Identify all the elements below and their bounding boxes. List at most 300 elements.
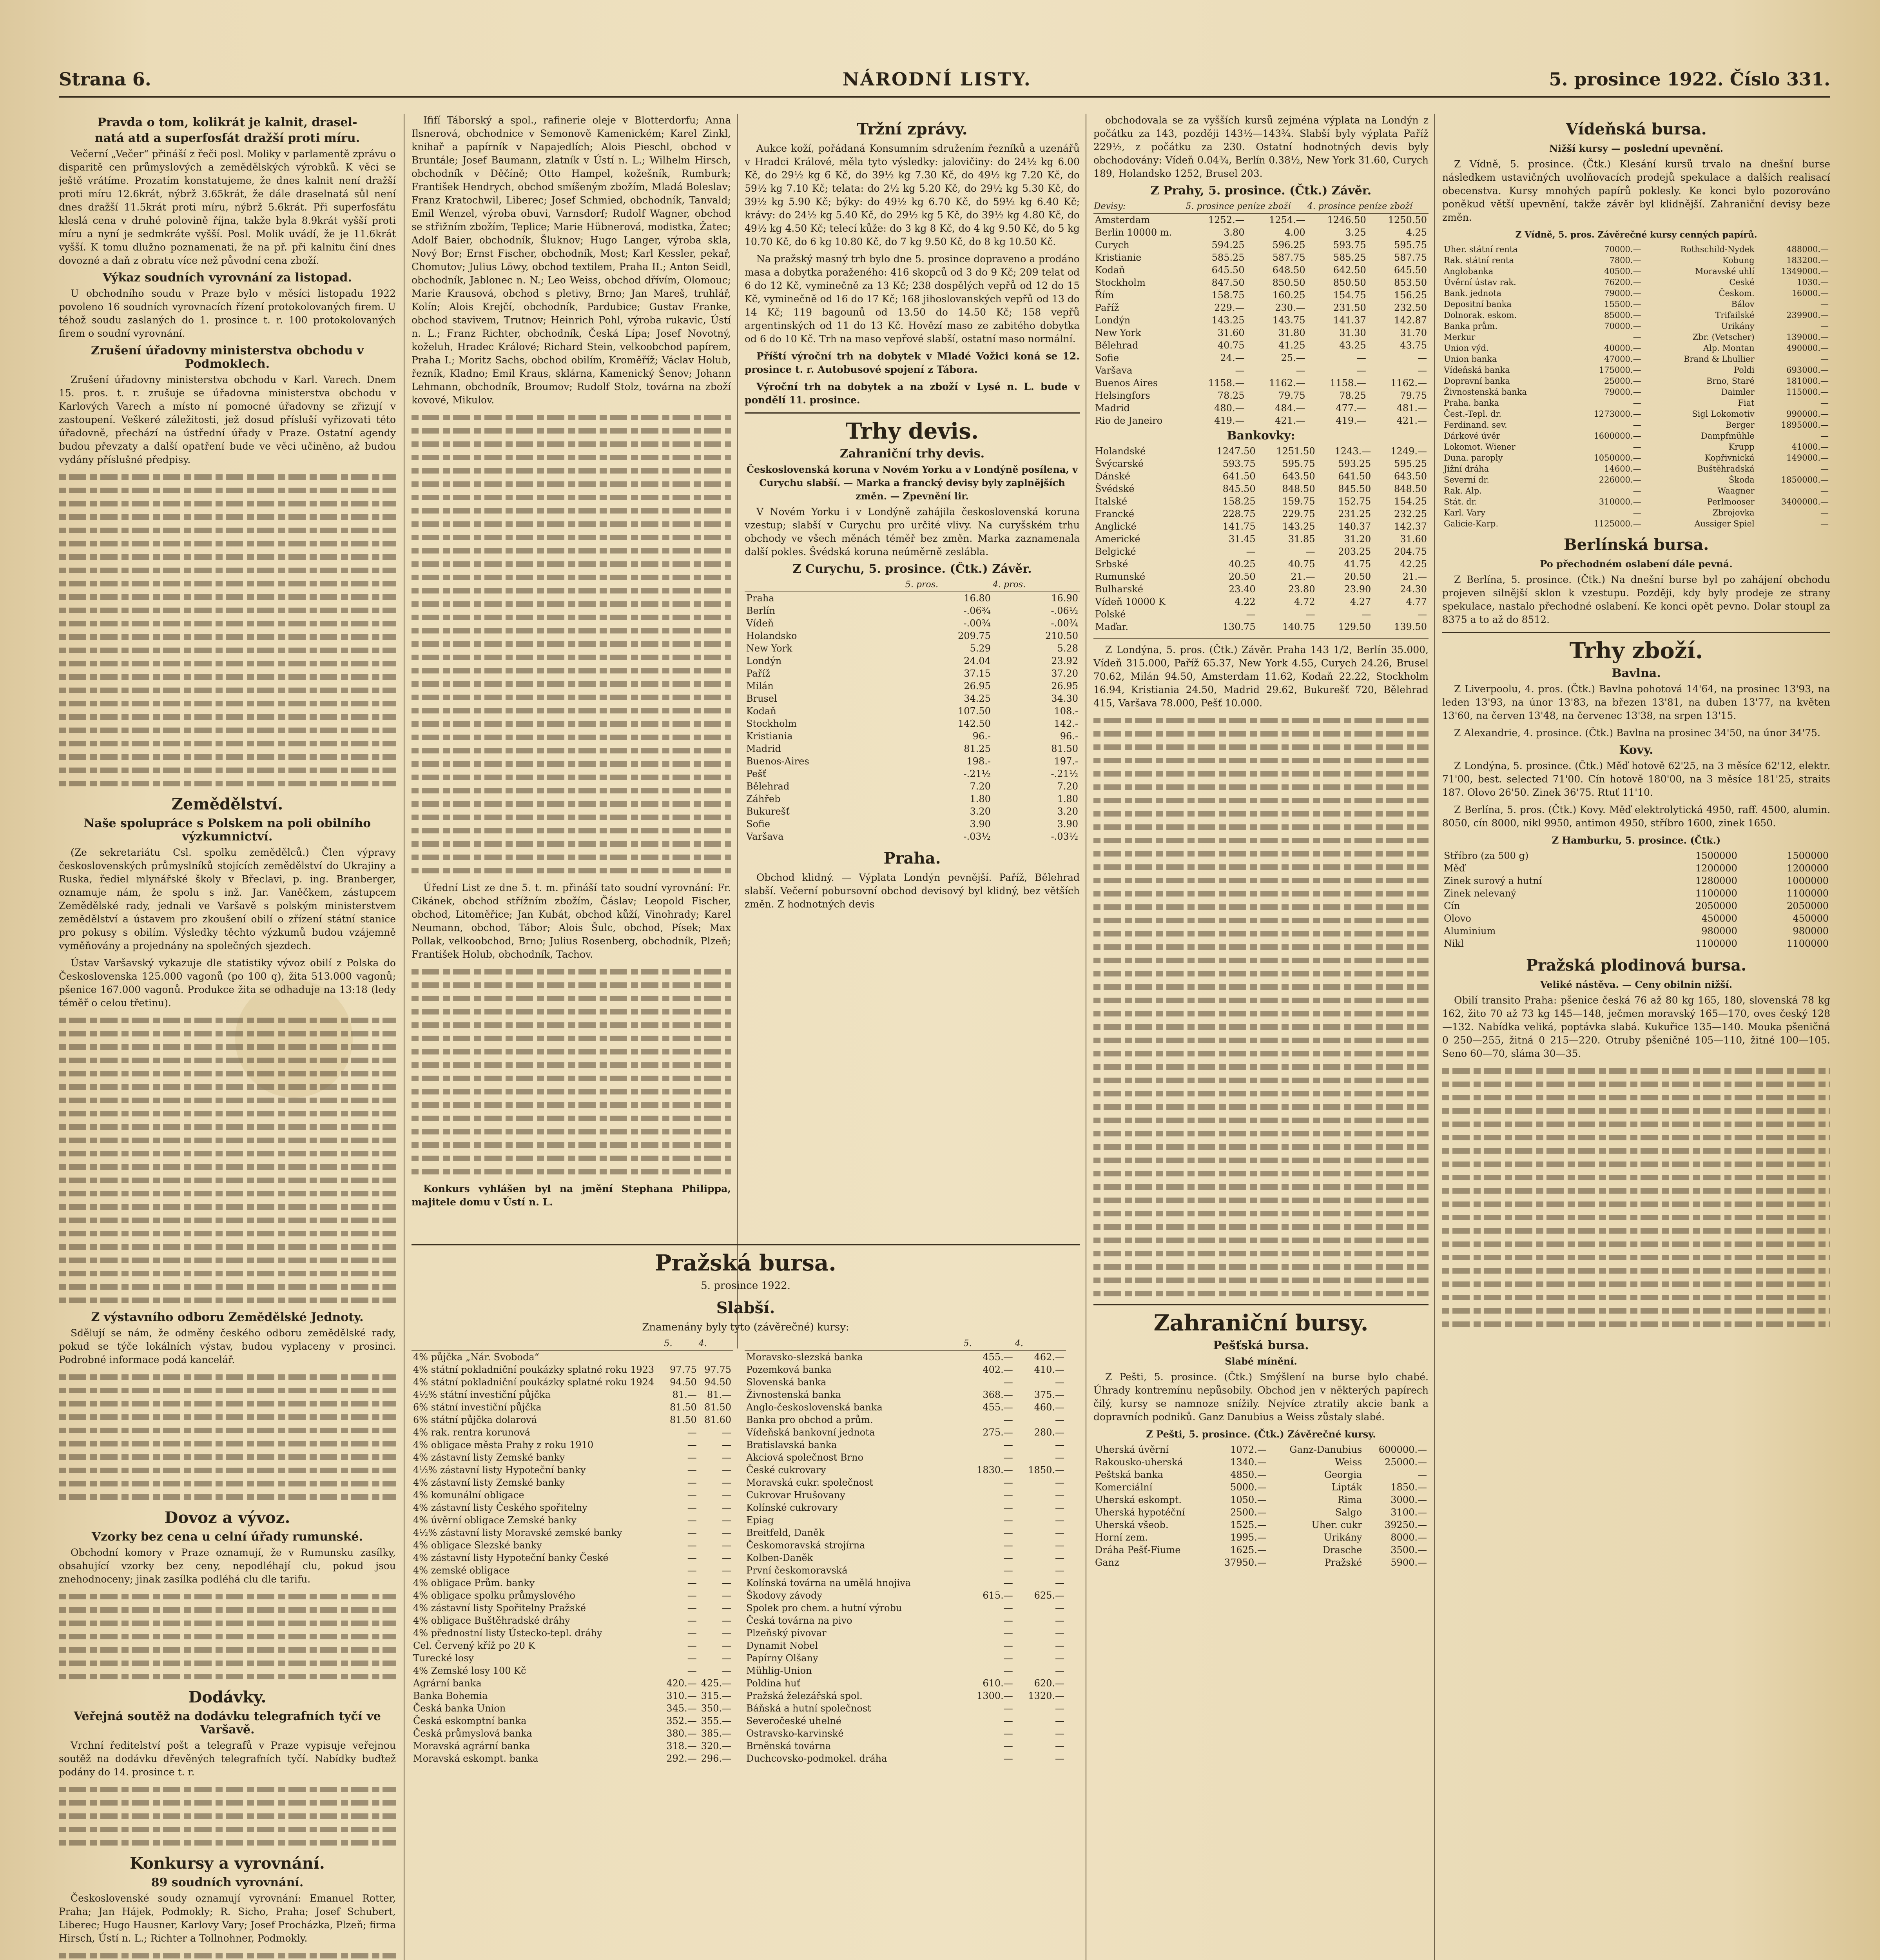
row-label: Česká banka Union	[413, 1703, 506, 1714]
row-value: 1995.—	[1230, 1532, 1267, 1543]
table-row	[1442, 277, 1830, 288]
row-value: 594.25	[1211, 240, 1245, 250]
row-label: Plzeňský pivovar	[746, 1628, 827, 1639]
row-label: Vídeň	[746, 618, 774, 629]
article-heading: Výkaz soudních vyrovnání za listopad.	[103, 271, 352, 285]
row-value: Kopřivnická	[1704, 453, 1755, 463]
table-row	[1093, 1519, 1429, 1531]
table-row	[412, 1476, 733, 1489]
row-label: Polské	[1095, 609, 1126, 620]
table-row	[745, 1552, 1066, 1564]
row-value: Urikány	[1721, 321, 1755, 331]
row-value: -.00¾	[963, 618, 991, 629]
table-row	[1093, 1531, 1429, 1544]
row-label: Spolek pro chem. a hutní výrobu	[746, 1602, 902, 1613]
row-value: 641.50	[1338, 471, 1371, 482]
table-row	[1093, 470, 1429, 483]
table-row	[745, 1401, 1066, 1414]
table-row	[1442, 937, 1830, 950]
row-value: 3.90	[1057, 818, 1078, 829]
row-value: —	[1633, 442, 1641, 452]
row-value: Zbr. (Vetscher)	[1692, 332, 1755, 342]
row-value: 79000.—	[1604, 387, 1641, 397]
row-value: 140.37	[1338, 521, 1371, 532]
row-value: —	[722, 1602, 731, 1613]
row-value: 481.—	[1396, 403, 1427, 414]
row-value: 140.75	[1282, 621, 1315, 632]
row-value: -.03½	[1051, 831, 1078, 842]
row-value: 94.50	[670, 1377, 697, 1388]
row-label: První českomoravská	[746, 1565, 848, 1576]
row-value: 4.77	[1406, 596, 1427, 607]
article-subheading: natá atd a superfosfát dražší proti míru.	[94, 131, 360, 145]
table-row	[745, 1715, 1066, 1727]
row-label: Dynamit Nobel	[746, 1640, 818, 1651]
row-label: Bank. jednota	[1444, 289, 1502, 298]
row-value: Dampfmühle	[1701, 431, 1755, 441]
table-row	[412, 1426, 733, 1439]
section-subtitle: Bavlna.	[1612, 666, 1661, 680]
row-value: 34.25	[964, 693, 991, 704]
table-title: Z Vídně, 5. pros. Závěrečné kursy cenných papírů.	[1515, 230, 1757, 240]
row-value: 70000.—	[1604, 245, 1641, 254]
row-value: —	[722, 1628, 731, 1639]
table-row	[745, 1752, 1066, 1765]
article-body: Obilí transito Praha: pšenice česká 76 až 80 kg 165, 180, slovenská 78 kg 162, žito 70 až 73 kg 145—148, ječmen moravský 165—170, oves český 128—132. Nabídka veliká, poptávka slabá. Kukuřice 135—140. Mouka pšeničná 0 250—255, žitná 0 215—220. Otruby pšeničné 105—110, žitné 100—105. Seno 60—70, sláma 30—35.	[1442, 995, 1830, 1059]
row-value: 3000.—	[1391, 1494, 1427, 1505]
row-value: 14600.—	[1604, 464, 1641, 474]
row-value: 1600000.—	[1594, 431, 1641, 441]
row-value: 239900.—	[1786, 310, 1829, 320]
row-label: 4% zástavní listy Spořitelny Pražské	[413, 1602, 586, 1613]
row-value: —	[1003, 1728, 1013, 1739]
row-label: Praha	[746, 593, 774, 604]
row-value: —	[1633, 486, 1641, 495]
column-header: 5.	[963, 1337, 1015, 1351]
row-label: Breitfeld, Daněk	[746, 1527, 825, 1538]
row-value: —	[687, 1628, 697, 1639]
row-value: Ganz-Danubius	[1289, 1444, 1362, 1455]
row-value: —	[1305, 546, 1315, 557]
row-label: Madrid	[1095, 403, 1130, 414]
table-row	[1093, 520, 1429, 533]
row-value: 1280000	[1695, 875, 1737, 886]
table-row	[1093, 239, 1429, 251]
article-body: Obchod klidný. — Výplata Londýn pevnější. Paříž, Bělehrad slabší. Večerní pobursovní obchod devisový byl klidný, bez větších změn. Z hodnotných devis	[745, 872, 1080, 910]
row-value: 81.—	[707, 1389, 731, 1400]
article-body: Na pražský masný trh bylo dne 5. prosince dopraveno a prodáno masa a dobytka poraženého: 416 skopců od 3 do 9 Kč; 209 telat od 6 do 12 Kč, vyminečně za 13 Kč; 238 dospělých vepřů od 12 do 15 Kč, vyminečně od 16 do 17 Kč; 168 jihoslovanských vepřů od 13 do 14 Kč; 119 bagounů od 13.50 do 14.50 Kč; 158 vepřů argentinských od 11 do 13 Kč. Hovězí maso ze zabitého dobytka od 6 do 10 Kč. Trh na maso vepřové slabší, ostatní maso normální.	[745, 253, 1080, 345]
section-title-foreign-bourses: Zahraniční bursy.	[1093, 1304, 1429, 1337]
row-label: Bělehrad	[746, 781, 790, 792]
row-value: 1000000	[1787, 875, 1829, 886]
table-row	[745, 1351, 1066, 1364]
row-value: 181000.—	[1786, 376, 1829, 386]
table-row	[745, 1501, 1066, 1514]
table-row	[1093, 621, 1429, 633]
section-title-vienna: Vídeňská bursa.	[1566, 120, 1707, 138]
row-value: -.03½	[963, 831, 991, 842]
row-value: —	[1003, 1577, 1013, 1588]
row-value: 1625.—	[1230, 1544, 1267, 1555]
row-value: 115000.—	[1786, 387, 1829, 397]
row-label: Stát. dr.	[1444, 497, 1477, 506]
article-body: Z Berlína, 5. pros. (Čtk.) Kovy. Měď elektrolytická 4950, raff. 4500, alumin. 8050, cín 8000, nikl 9950, antimon 4950, stříbro 1600, zinek 1650.	[1442, 804, 1830, 829]
table-row	[1442, 244, 1830, 255]
row-label: Belgické	[1095, 546, 1136, 557]
table-row	[745, 1514, 1066, 1526]
article-heading: Veřejná soutěž na dodávku telegrafních tyčí ve Varšavě.	[74, 1710, 381, 1737]
row-value: 355.—	[701, 1715, 731, 1726]
table-row	[745, 818, 1080, 830]
row-label: Buenos-Aires	[746, 756, 809, 767]
row-label: Kristiania	[746, 731, 793, 742]
row-label: 4% přednostní listy Ústecko-tepl. dráhy	[413, 1628, 602, 1639]
column-2	[412, 114, 731, 1337]
article-body: Výroční trh na dobytek a na zboží v Lysé n. L. bude v pondělí 11. prosince.	[745, 381, 1080, 406]
row-value: —	[687, 1477, 697, 1488]
row-value: 37.20	[1051, 668, 1078, 679]
row-value: 21.—	[1402, 571, 1427, 582]
article-body: Sdělují se nám, že odměny českého odboru zemědělské rady, pokud se týče lokálních výstav, budou vyplaceny v prosinci. Podrobné informace podá kancelář.	[59, 1327, 396, 1365]
row-label: Berlín	[746, 605, 776, 616]
row-value: 484.—	[1275, 403, 1305, 414]
row-label: Paříž	[746, 668, 770, 679]
row-value: —	[722, 1653, 731, 1664]
row-label: Moravská agrární banka	[413, 1740, 530, 1751]
row-label: Rumunské	[1095, 571, 1146, 582]
article-body: Ififí Táborský a spol., rafinerie oleje v Blotterdorfu; Anna Ilsnerová, obchodnice v Semonově Kamenickém; Karel Zinkl, knihař a papírník v Napajedlích; Alois Pieschl, obchod v Bruntále; Josef Baumann, zlatník v Ústí n. L.; Wilhelm Hirsch, obchodník v Děčíně; Otto Hampel, kožešník, Rumburk; František Hendrych, obchod smíšeným zbožím, Mladá Boleslav; Franz Kratochwil, Liberec; Josef Schmied, obchodník, Tanvald; Emil Wenzel, výroba obuvi, Varnsdorf; Rudolf Wagner, obchod se střižním zbožím, Teplice; Marie Hübnerová, modistka, Žatec; Adolf Baier, obchodník, Šluknov; Hugo Langer, výroba skla, Nový Bor; Ernst Fischer, obchodník, Most; Karl Kessler, pekař, Chomutov; Julius Löwy, obchod textilem, Praha II.; Anton Seidl, obchodník, Jablonec n. N.; Leo Weiss, obchod dřívím, Olomouc; Marie Krausová, obchod s pletivy, Brno; Jan Mareš, truhlář, Kolín; Alois Krejčí, obchodník, Pardubice; Gustav Franke, obchod stavivem, Trutnov; Heinrich Pohl, výroba rukavic, Ústí n. L.; Franz Richter, obchodník, Česká Lípa; Josef Novotný, koželuh, Hradec Králové; Richard Stein, velkoobchod papírem, Praha I.; Moritz Sachs, obchod obilím, Kroměříž; Václav Holub, řezník, Kladno; Emil Kraus, sklárna, Kamenický Šenov; Johann Lehmann, obchodník, Broumov; Rudolf Stolz, továrna na zboží kovové, Mikulov.	[412, 114, 731, 406]
table-row	[745, 617, 1080, 630]
row-value: 43.75	[1400, 340, 1427, 351]
row-value: Aussiger Spiel	[1694, 519, 1755, 528]
row-value: —	[1003, 1653, 1013, 1664]
table-row	[745, 1690, 1066, 1702]
row-value: 81.50	[704, 1402, 731, 1413]
table-row	[1093, 1544, 1429, 1556]
row-label: 4% obligace spolku průmyslového	[413, 1590, 575, 1601]
table-row	[412, 1702, 733, 1715]
row-value: —	[722, 1590, 731, 1601]
row-value: 410.—	[1034, 1364, 1064, 1375]
table-row	[745, 604, 1080, 617]
row-value: 641.50	[1222, 471, 1256, 482]
row-value: —	[1003, 1665, 1013, 1676]
row-label: Galicie-Karp.	[1444, 519, 1499, 528]
row-value: —	[1055, 1665, 1064, 1676]
table-row	[1442, 419, 1830, 430]
row-label: Uherská úvěrní	[1095, 1444, 1169, 1455]
row-label: Berlin 10000 m.	[1095, 227, 1172, 238]
row-value: 645.50	[1211, 265, 1245, 276]
section-title-grain: Pražská plodinová bursa.	[1526, 956, 1747, 975]
section-title-trade: Dovoz a vývoz.	[164, 1508, 290, 1527]
row-label: 4½% státní investiční půjčka	[413, 1389, 551, 1400]
row-value: 853.50	[1394, 277, 1427, 288]
row-label: Severočeské uhelné	[746, 1715, 842, 1726]
table-row	[745, 742, 1080, 755]
row-value: —	[687, 1515, 697, 1526]
row-value: 1850.—	[1028, 1465, 1064, 1475]
article-body: V Novém Yorku i v Londýně zahájila československá koruna vzestup; slabší v Curychu pro určité vlivy. Na curyšském trhu obchody ve všech měnách téměř bez změn. Marka zaznamenala další pokles. Švédská koruna neúměrně zeslábla.	[745, 506, 1080, 557]
row-value: 402.—	[983, 1364, 1013, 1375]
table-title: Z Prahy, 5. prosince. (Čtk.) Závěr.	[1150, 184, 1372, 198]
row-value: 142.87	[1394, 315, 1427, 326]
row-value: 593.25	[1338, 458, 1371, 469]
table-row	[1093, 1556, 1429, 1569]
row-value: 845.50	[1222, 483, 1256, 494]
row-label: Praha. banka	[1444, 398, 1499, 408]
table-row	[745, 717, 1080, 730]
table-row	[745, 830, 1080, 843]
article-body: Obchodní komory v Praze oznamují, že v Rumunsku zasílky, obsahující vzorky bez ceny, nepodléhají clu, pokud jsou znehodnoceny; jinak zasílka podléhá clu dle tarifu.	[59, 1547, 396, 1585]
illegible-text	[1442, 1068, 1830, 1327]
table-row	[1093, 314, 1429, 327]
row-value: 1200000	[1695, 863, 1737, 874]
table-row	[1093, 508, 1429, 520]
article-lead: Československá koruna v Novém Yorku a v Londýně posílena, v Curychu slabší. — Marka a francký devisy byly zaplnějších změn. — Zpevnění lir.	[746, 464, 1078, 502]
article-heading: Pravda o tom, kolikrát je kalnit, drasel-	[97, 116, 357, 129]
row-label: Uherská všeob.	[1095, 1519, 1169, 1530]
row-label: Srbské	[1095, 559, 1128, 570]
row-value: 24.30	[1400, 584, 1427, 595]
table-title: Bankovky:	[1227, 429, 1295, 443]
row-value: Brand & Lhullier	[1684, 354, 1755, 364]
row-value: —	[1820, 354, 1829, 364]
table-row	[745, 630, 1080, 642]
row-value: 847.50	[1211, 277, 1245, 288]
table-title: Z Hamburku, 5. prosince. (Čtk.)	[1552, 835, 1721, 846]
row-value: —	[1633, 398, 1641, 408]
row-value: 419.—	[1214, 415, 1245, 426]
table-row	[1093, 301, 1429, 314]
article-body: Z Londýna, 5. prosince. (Čtk.) Měď hotově 62'25, na 3 měsíce 62'12, elektr. 71'00, best. selected 71'00. Cín hotově 180'00, na 3 měsíce 181'25, straits 187. Olovo 26'50. Zinek 36'75. Rtuť 11'10.	[1442, 760, 1830, 798]
table-row	[1442, 518, 1830, 529]
row-value: —	[1633, 508, 1641, 517]
section-title-deliveries: Dodávky.	[188, 1688, 266, 1706]
row-label: Stockholm	[1095, 277, 1146, 288]
row-value: —	[1820, 398, 1829, 408]
table-row	[412, 1501, 733, 1514]
row-value: 1030.—	[1797, 278, 1829, 287]
row-value: —	[1003, 1540, 1013, 1551]
row-value: —	[687, 1565, 697, 1576]
row-value: 642.50	[1333, 265, 1366, 276]
row-value: 593.75	[1333, 240, 1366, 250]
column-header	[745, 1337, 963, 1351]
row-value: 5.29	[970, 643, 991, 654]
row-value: 1162.—	[1269, 377, 1305, 388]
table-row	[1093, 352, 1429, 364]
row-value: 154.75	[1333, 290, 1366, 301]
section-subtitle: Veliké nástěva. — Ceny obilnin nižší.	[1540, 979, 1733, 990]
table-row	[412, 1664, 733, 1677]
row-value: 5.28	[1057, 643, 1078, 654]
row-value: 31.85	[1288, 534, 1315, 544]
row-value: 1125000.—	[1594, 519, 1641, 528]
table-row	[745, 1539, 1066, 1552]
row-value: 4.00	[1284, 227, 1305, 238]
row-label: Uher. státní renta	[1444, 245, 1518, 254]
row-value: —	[1003, 1515, 1013, 1526]
row-value: 40.75	[1217, 340, 1245, 351]
row-value: —	[1055, 1552, 1064, 1563]
row-value: 1249.—	[1391, 446, 1427, 457]
row-value: 15500.—	[1604, 299, 1641, 309]
row-value: —	[1055, 1452, 1064, 1463]
table-row	[745, 1426, 1066, 1439]
column-header: 5. prosince peníze zboží	[1185, 200, 1307, 214]
row-label: 4% obligace Buštěhradské dráhy	[413, 1615, 570, 1626]
row-value: —	[1246, 546, 1256, 557]
row-value: 25000.—	[1604, 376, 1641, 386]
row-value: —	[1055, 1540, 1064, 1551]
row-value: —	[722, 1427, 731, 1438]
table-row	[1093, 570, 1429, 583]
row-label: Anglo-československá banka	[746, 1402, 883, 1413]
table-row	[1093, 1468, 1429, 1481]
table-row	[1442, 849, 1830, 862]
row-value: 183200.—	[1786, 256, 1829, 265]
row-value: 595.75	[1394, 240, 1427, 250]
row-value: 490000.—	[1786, 343, 1829, 353]
row-value: —	[1003, 1502, 1013, 1513]
row-value: 4.27	[1350, 596, 1371, 607]
row-value: 232.50	[1394, 302, 1427, 313]
row-value: —	[722, 1640, 731, 1651]
row-value: 460.—	[1034, 1402, 1064, 1413]
row-value: —	[687, 1465, 697, 1475]
row-label: Americké	[1095, 534, 1140, 544]
row-label: 4% obligace Slezské banky	[413, 1540, 542, 1551]
illegible-text	[59, 1787, 396, 1846]
row-label: Madrid	[746, 743, 781, 754]
column-3	[745, 114, 1080, 1337]
table-row	[1442, 387, 1830, 397]
row-value: 455.—	[983, 1402, 1013, 1413]
row-value: 845.50	[1338, 483, 1371, 494]
column-header: Devisy:	[1093, 200, 1185, 214]
row-label: Vídeň 10000 K	[1095, 596, 1166, 607]
row-value: 79000.—	[1604, 289, 1641, 298]
table-row	[1442, 507, 1830, 518]
article-body: Aukce koží, pořádaná Konsumním sdružením řezníků a uzenářů v Hradci Králové, měla tyto výsledky: jalovičiny: do 24½ kg 6.00 Kč, do 29½ kg 6 Kč, do 39½ kg 7.30 Kč, do 49½ kg 7.20 Kč, do 59½ kg 7.10 Kč; telata: do 2½ kg 5.20 Kč, do 29½ kg 5.30 Kč, do 39½ kg 5.90 Kč; býky: do 49½ kg 6.70 Kč, do 59½ kg 6.40 Kč; krávy: do 24½ kg 5.40 Kč, do 29½ kg 5 Kč, do 39½ kg 4.80 Kč, do 49½ kg 4.50 Kč; telecí kůže: do 3 kg 8 Kč, do 4 kg 9.50 Kč, do 5 kg 10.70 Kč, do 6 kg 10.80 Kč, do 7 kg 9.50 Kč, do 8 kg 10.50 Kč.	[745, 143, 1080, 247]
row-label: Moravsko-slezská banka	[746, 1352, 863, 1363]
row-value: 980000	[1793, 926, 1829, 936]
table-row	[1093, 364, 1429, 377]
table-row	[412, 1627, 733, 1639]
table-row	[745, 1740, 1066, 1752]
row-value: 143.25	[1282, 521, 1315, 532]
table-row	[745, 1627, 1066, 1639]
table-row	[1442, 354, 1830, 365]
row-value: 275.—	[983, 1427, 1013, 1438]
row-value: Sigl Lokomotiv	[1692, 409, 1755, 419]
bourse-date: 5. prosince 1922.	[701, 1280, 790, 1292]
row-label: Epiag	[746, 1515, 774, 1526]
row-value: 5900.—	[1391, 1557, 1427, 1568]
table-row	[412, 1740, 733, 1752]
row-label: Zinek surový a hutní	[1444, 875, 1542, 886]
row-value: 2050000	[1695, 900, 1737, 911]
row-value: —	[1055, 1615, 1064, 1626]
row-value: 210.50	[1045, 630, 1078, 641]
row-value: 3.20	[1057, 806, 1078, 817]
row-value: 421.—	[1396, 415, 1427, 426]
row-value: 229.75	[1282, 508, 1315, 519]
row-label: 4% komunální obligace	[413, 1490, 524, 1501]
row-label: Duna. paroply	[1444, 453, 1503, 463]
row-value: —	[687, 1665, 697, 1676]
row-label: 4% zástavní listy Hypoteční banky České	[413, 1552, 609, 1563]
row-value: 42.25	[1400, 559, 1427, 570]
illegible-text	[1093, 718, 1429, 1296]
article-body: Zrušení úřadovny ministerstva obchodu v Karl. Varech. Dnem 15. pros. t. r. zrušuje se úřadovna ministerstva obchodu v Karlových Varech a místo ní pomocné úřadovny se zřizují v zastoupení. Veškeré záležitosti, jež dosud přísluší vyřizovati této úřadovně, přechází na ústřední úřady v Praze. Ostatní agendy budou převzaty a další opatření bude ve věci učiněno, až budou vydány příslušné předpisy.	[59, 374, 396, 465]
row-label: Dánské	[1095, 471, 1131, 482]
row-value: 96.-	[972, 731, 991, 742]
row-value: —	[1055, 1527, 1064, 1538]
row-label: Holandské	[1095, 446, 1146, 457]
illegible-text	[412, 415, 731, 873]
row-value: 3.90	[970, 818, 991, 829]
section-subtitle: Slabé mínění.	[1225, 1356, 1297, 1367]
table-row	[1442, 496, 1830, 507]
row-value: 4.72	[1294, 596, 1315, 607]
row-value: 79.75	[1278, 390, 1305, 401]
row-value: —	[722, 1540, 731, 1551]
row-value: —	[1003, 1628, 1013, 1639]
table-row	[1093, 1481, 1429, 1494]
bourse-note: Znamenány byly tyto (závěrečné) kursy:	[642, 1321, 849, 1333]
table-row	[412, 1451, 733, 1464]
row-label: Uherská eskompt.	[1095, 1494, 1182, 1505]
table-row	[412, 1539, 733, 1552]
table-row	[745, 1639, 1066, 1652]
section-title-bankruptcies: Konkursy a vyrovnání.	[130, 1854, 325, 1873]
row-value: —	[1003, 1552, 1013, 1563]
row-value: —	[1055, 1515, 1064, 1526]
row-value: 97.75	[670, 1364, 697, 1375]
row-value: 480.—	[1214, 403, 1245, 414]
row-value: 108.-	[1054, 706, 1078, 717]
row-value: 1850000.—	[1781, 475, 1829, 485]
row-value: Daimler	[1721, 387, 1755, 397]
column-4	[1093, 114, 1429, 1960]
row-label: Londýn	[1095, 315, 1131, 326]
row-value: 296.—	[701, 1753, 731, 1764]
row-value: —	[1003, 1753, 1013, 1764]
row-value: 310.—	[666, 1690, 697, 1701]
table-row	[1093, 1494, 1429, 1506]
row-label: Kristianie	[1095, 252, 1142, 263]
section-subtitle: Pešťská bursa.	[1213, 1339, 1309, 1352]
table-row	[1442, 255, 1830, 266]
row-label: Ferdinand. sev.	[1444, 420, 1507, 430]
section-subtitle: Nižší kursy — poslední upevnění.	[1549, 143, 1724, 154]
row-value: —	[1003, 1715, 1013, 1726]
table-row	[1093, 389, 1429, 402]
row-value: 130.75	[1222, 621, 1256, 632]
row-label: Francké	[1095, 508, 1135, 519]
row-label: Severní dr.	[1444, 475, 1489, 485]
article-body: Večerní „Večer“ přináší z řeči posl. Moliky v parlamentě zprávu o disparitě cen průmyslových a zemědělských výrobků. K věci se ještě vrátíme. Prozatím konstatujeme, že dnes kalnit není dražší proti míru 12.6krát, nýbrž 3.65krát, že dále draselnatá sůl není dnes dražší 11.5krát proti míru, nýbrž 5.6krát. Při superfosfátu kleslá cena v druhé polovině října, takže byla 8.9krát vyšší proti míru a nyní je sedmkráte vyšší. Posl. Molik uvádí, že je 11.6krát vyšší. K tomu dlužno poznamenati, že na př. při kalnitu činí dnes dovozné a daň z obratu více než původní cena zboží.	[59, 148, 396, 266]
table-row	[412, 1439, 733, 1451]
row-value: —	[722, 1502, 731, 1513]
table-row	[1093, 445, 1429, 457]
row-value: 3.25	[1345, 227, 1366, 238]
row-value: —	[1003, 1439, 1013, 1450]
row-label: Bělehrad	[1095, 340, 1139, 351]
column-rule	[737, 114, 738, 1348]
